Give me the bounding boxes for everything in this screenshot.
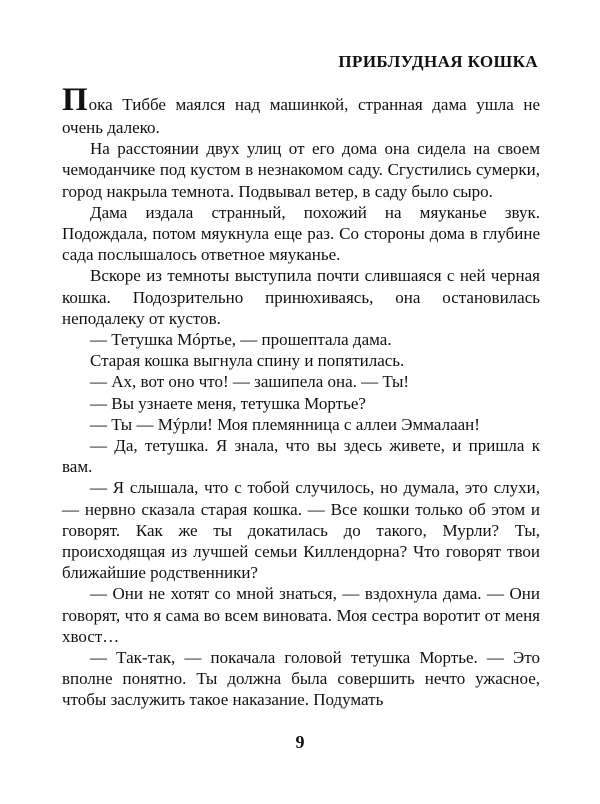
paragraph-12: — Они не хотят со мной знаться, — вздохнула дама. — Они говорят, что я сама во всем виновата. Моя сестра воротит от меня хвост…	[62, 584, 540, 646]
drop-cap: П	[62, 82, 88, 118]
body-text	[62, 84, 540, 711]
paragraph-11: — Я слышала, что с тобой случилось, но думала, это слухи, — нервно сказала старая кошка. — Все кошки только об этом и говорят. Как же ты докатилась до такого, Мурли? Ты, происходящая из лучшей семьи Киллендорна? Что говорят твои ближайшие родственники?	[62, 478, 540, 583]
page-number: 9	[295, 732, 305, 752]
paragraph-10: — Да, тетушка. Я знала, что вы здесь живете, и пришла к вам.	[62, 436, 540, 477]
chapter-title: ПРИБЛУДНАЯ КОШКА	[338, 52, 538, 71]
paragraph-1-text: ока Тиббе маялся над машинкой, странная дама ушла не очень далеко.	[62, 95, 540, 137]
paragraph-8: — Вы узнаете меня, тетушка Мортье?	[90, 393, 366, 413]
paragraph-6: Старая кошка выгнула спину и попятилась.	[90, 351, 405, 371]
paragraph-7: — Ах, вот оно что! — зашипела она. — Ты!	[90, 372, 410, 392]
paragraph-2: На расстоянии двух улиц от его дома она сидела на своем чемоданчике под кустом в незнакомом саду. Сгустились сумерки, город накрыла темнота. Подвывал ветер, в саду было сыро.	[62, 139, 540, 201]
paragraph-3: Дама издала странный, похожий на мяуканье звук. Подождала, потом мяукнула еще раз. Со стороны дома в глубине сада послышалось ответное мяуканье.	[62, 202, 540, 265]
paragraph-1	[62, 84, 540, 138]
paragraph-5: — Тетушка Мóртье, — прошептала дама.	[90, 330, 392, 350]
paragraph-9: — Ты — Мýрли! Моя племянница с аллеи Эммалаан!	[90, 414, 480, 434]
paragraph-13: — Так-так, — покачала головой тетушка Мортье. — Это вполне понятно. Ты должна была совершить нечто ужасное, чтобы заслужить такое наказание. Подумать	[62, 648, 540, 710]
paragraph-4: Вскоре из темноты выступила почти слившаяся с ней черная кошка. Подозрительно принюхиваясь, она остановилась неподалеку от кустов.	[62, 266, 540, 328]
